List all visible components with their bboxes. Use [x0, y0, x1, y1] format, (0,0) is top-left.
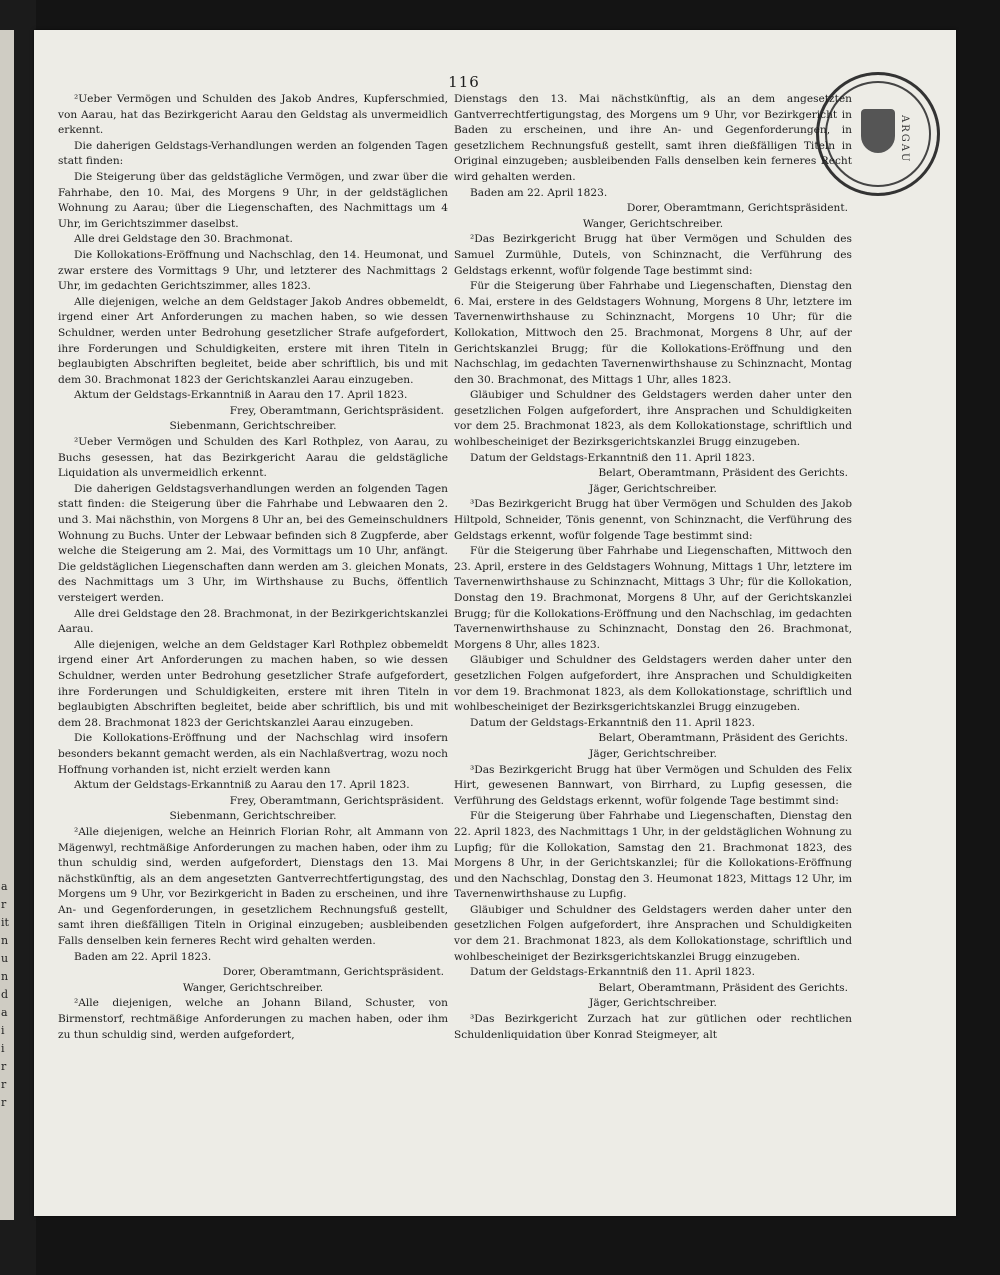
notice-paragraph: Die Kollokations-Eröffnung und Nachschlag, den 14. Heumonat, und zwar erstere des Vormittags 9 Uhr, und letzterer des Nachmittags 2 Uhr, im gedachten Gerichtszimmer, alles 1823. [58, 248, 448, 293]
notice-paragraph: ³Das Bezirkgericht Zurzach hat zur gütlichen oder rechtlichen Schuldenliquidation über Konrad Steigmeyer, alt [454, 1013, 852, 1041]
edge-text-fragment: n [1, 934, 9, 947]
signature-line: Belart, Oberamtmann, Präsident des Gerichts. [598, 981, 848, 994]
notice-paragraph: Aktum der Geldstags-Erkanntniß in Aarau den 17. April 1823. [74, 389, 408, 402]
notice-paragraph: ²Das Bezirkgericht Brugg hat über Vermögen und Schulden des Samuel Zurmühle, Dutels, von Schinznacht, die Verführung des Geldstags erkennt, wofür folgende Tage bestimmt sind: [454, 233, 852, 277]
notice-paragraph: Dienstags den 13. Mai nächstkünftig, als an dem angesetzten Gantverrechtfertigungstag, des Morgens um 9 Uhr, vor Bezirkgericht in Baden zu erscheinen, und ihre An- und Gegenforderungen, in gesetzlichem Rechnungsfuß gestellt, samt ihren dießfälligen Titeln in Original einzugeben; ausbleibenden Falls denselben kein ferneres Recht wird gehalten werden. [454, 93, 852, 183]
notice-paragraph: Datum der Geldstags-Erkanntniß den 11. April 1823. [470, 966, 756, 979]
signature-line: Wanger, Gerichtschreiber. [582, 217, 724, 230]
notice-paragraph: Gläubiger und Schuldner des Geldstagers werden daher unter den gesetzlichen Folgen aufgefordert, ihre Ansprachen und Schuldigkeiten vor dem 25. Brachmonat 1823, als dem Kollokationstage, schriftlich und wohlbescheiniget der Bezirksgerichtskanzlei Brugg einzugeben. [454, 389, 852, 449]
edge-text-fragment: i [1, 1042, 5, 1055]
edge-text-fragment: a [1, 1006, 8, 1019]
notice-paragraph: Baden am 22. April 1823. [470, 186, 608, 199]
edge-text-fragment: it [1, 916, 9, 929]
document-page [34, 30, 956, 1216]
edge-text-fragment: r [1, 1096, 7, 1109]
signature-line: Siebenmann, Gerichtschreiber. [169, 810, 337, 823]
notice-paragraph: Alle drei Geldstage den 28. Brachmonat, in der Bezirkgerichtskanzlei Aarau. [58, 607, 448, 636]
signature-line: Wanger, Gerichtschreiber. [182, 981, 324, 994]
page-number: 116 [448, 73, 480, 91]
notice-paragraph: Für die Steigerung über Fahrhabe und Liegenschaften, Mittwoch den 23. April, erstere in des Geldstagers Wohnung, Mittags 1 Uhr, letztere im Tavernenwirthshause zu Schinznacht, Mittags 3 Uhr; für die Kollokation, Donstag den 19. Brachmonat, Morgens 8 Uhr, auf der Gerichtskanzlei Brugg; für die Kollokations-Eröffnung und den Nachschlag, im gedachten Tavernenwirthshause zu Schinznacht, Donstag den 26. Brachmonat, Morgens 8 Uhr, alles 1823. [454, 545, 852, 651]
notice-paragraph: ²Ueber Vermögen und Schulden des Karl Rothplez, von Aarau, zu Buchs gesessen, hat das Bezirkgericht Aarau die geldstägliche Liquidation als unvermeidlich erkennt. [58, 436, 448, 480]
stamp-text: ARGAU [899, 115, 910, 164]
signature-line: Belart, Oberamtmann, Präsident des Gerichts. [598, 467, 848, 480]
notice-paragraph: Für die Steigerung über Fahrhabe und Liegenschaften, Dienstag den 6. Mai, erstere in des Geldstagers Wohnung, Morgens 8 Uhr, letztere im Tavernenwirthshause zu Schinznacht, Morgens 10 Uhr; für die Kollokation, Mittwoch den 25. Brachmonat, Morgens 8 Uhr, auf der Gerichtskanzlei Brugg; für die Kollokations-Eröffnung und den Nachschlag, im gedachten Tavernenwirthshause zu Schinznacht, Montag den 30. Brachmonat, des Mittags 1 Uhr, alles 1823. [454, 280, 852, 386]
signature-line: Siebenmann, Gerichtschreiber. [169, 420, 337, 433]
signature-line: Dorer, Oberamtmann, Gerichtspräsident. [626, 202, 848, 215]
notice-paragraph: Baden am 22. April 1823. [74, 950, 212, 963]
notice-paragraph: Aktum der Geldstags-Erkanntniß zu Aarau den 17. April 1823. [74, 779, 410, 792]
notice-paragraph: Alle diejenigen, welche an dem Geldstager Karl Rothplez obbemeldt irgend einer Art Anforderungen zu machen haben, so wie dessen Schuldner, werden unter Bedrohung gesetzlicher Strafe aufgefordert, ihre Forderungen und Schuldigkeiten, erstere mit ihren Titeln in beglaubigten Abschriften begleitet, beide aber schriftlich, bis und mit dem 28. Brachmonat 1823 der Gerichtskanzlei Aarau einzugeben. [58, 638, 448, 729]
notice-paragraph: Die Steigerung über das geldstägliche Vermögen, und zwar über die Fahrhabe, den 10. Mai, des Morgens 9 Uhr, in der geldstäglichen Wohnung zu Aarau; über die Liegenschaften, des Nachmittags um 4 Uhr, im Gerichtszimmer daselbst. [58, 170, 448, 230]
notice-paragraph: Die daherigen Geldstags-Verhandlungen werden an folgenden Tagen statt finden: [58, 139, 448, 168]
notice-paragraph: Alle diejenigen, welche an dem Geldstager Jakob Andres obbemeldt, irgend einer Art Anforderungen zu machen haben, so wie dessen Schuldner, werden unter Bedrohung gesetzlicher Strafe aufgefordert, ihre Forderungen und Schuldigkeiten, erstere mit ihren Titeln in beglaubigten Abschriften begleitet, beide aber schriftlich, bis und mit dem 30. Brachmonat 1823 der Gerichtskanzlei Aarau einzugeben. [58, 295, 448, 386]
signature-line: Frey, Oberamtmann, Gerichtspräsident. [229, 794, 444, 807]
right-text-column [454, 92, 852, 1043]
signature-line: Frey, Oberamtmann, Gerichtspräsident. [229, 404, 444, 417]
notice-paragraph: Gläubiger und Schuldner des Geldstagers werden daher unter den gesetzlichen Folgen aufgefordert, ihre Ansprachen und Schuldigkeiten vor dem 19. Brachmonat 1823, als dem Kollokationstage, schriftlich und wohlbescheiniget der Bezirksgerichtskanzlei Brugg einzugeben. [454, 654, 852, 714]
edge-text-fragment: n [1, 970, 9, 983]
edge-text-fragment: r [1, 1078, 7, 1091]
signature-line: Belart, Oberamtmann, Präsident des Gerichts. [598, 732, 848, 745]
notice-paragraph: Die Kollokations-Eröffnung und der Nachschlag wird insofern besonders bekannt gemacht werden, als ein Nachlaßvertrag, wozu noch Hoffnung vorhanden ist, nicht erzielt werden kann [58, 732, 448, 776]
signature-line: Jäger, Gerichtschreiber. [589, 482, 717, 495]
notice-paragraph: Alle drei Geldstage den 30. Brachmonat. [74, 233, 293, 246]
edge-text-fragment: u [1, 952, 9, 965]
edge-text-fragment: d [1, 988, 9, 1001]
coat-of-arms-icon [861, 109, 895, 153]
notice-paragraph: Gläubiger und Schuldner des Geldstagers werden daher unter den gesetzlichen Folgen aufgefordert, ihre Ansprachen und Schuldigkeiten vor dem 21. Brachmonat 1823, als dem Kollokationstage, schriftlich und wohlbescheiniget der Bezirksgerichtskanzlei Brugg einzugeben. [454, 903, 852, 963]
notice-paragraph: Datum der Geldstags-Erkanntniß den 11. April 1823. [470, 451, 756, 464]
left-page-edge [0, 0, 36, 1275]
edge-text-fragment: r [1, 1060, 7, 1073]
notice-paragraph: Für die Steigerung über Fahrhabe und Liegenschaften, Dienstag den 22. April 1823, des Nachmittags 1 Uhr, in der geldstäglichen Wohnung zu Lupfig; für die Kollokation, Samstag den 21. Brachmonat 1823, des Morgens 8 Uhr, in der Gerichtskanzlei; für die Kollokations-Eröffnung und den Nachschlag, Donstag den 3. Heumonat 1823, Mittags 12 Uhr, im Tavernenwirthshause zu Lupfig. [454, 810, 852, 901]
left-text-column [58, 92, 448, 1043]
notice-paragraph: ³Das Bezirkgericht Brugg hat über Vermögen und Schulden des Jakob Hiltpold, Schneider, Tönis genennt, von Schinznacht, die Verführung des Geldstags erkennt, wofür folgende Tage bestimmt sind: [454, 498, 852, 542]
signature-line: Dorer, Oberamtmann, Gerichtspräsident. [222, 966, 444, 979]
notice-paragraph: Datum der Geldstags-Erkanntniß den 11. April 1823. [470, 716, 756, 729]
notice-paragraph: ³Das Bezirkgericht Brugg hat über Vermögen und Schulden des Felix Hirt, gewesenen Bannwart, von Birrhard, zu Lupfig gesessen, die Verführung des Geldstags erkennt, wofür folgende Tage bestimmt sind: [454, 763, 852, 807]
edge-text-fragment: i [1, 1024, 5, 1037]
notice-paragraph: ²Ueber Vermögen und Schulden des Jakob Andres, Kupferschmied, von Aarau, hat das Bezirkgericht Aarau den Geldstag als unvermeidlich erkennt. [58, 93, 448, 137]
notice-paragraph: ²Alle diejenigen, welche an Johann Biland, Schuster, von Birmenstorf, rechtmäßige Anforderungen zu machen haben, oder ihm zu thun schuldig sind, werden aufgefordert, [58, 997, 448, 1041]
notice-paragraph: Die daherigen Geldstagsverhandlungen werden an folgenden Tagen statt finden: die Steigerung über die Fahrhabe und Lebwaaren den 2. und 3. Mai nächsthin, von Morgens 8 Uhr an, bei des Gemeinschuldners Wohnung zu Buchs. Unter der Lebwaar befinden sich 8 Zugpferde, aber welche die Steigerung am 2. Mai, des Vormittags um 10 Uhr, anfängt. Die geldstäglichen Liegenschaften dann werden am 3. gleichen Monats, des Nachmittags um 3 Uhr, im Wirthshause zu Buchs, öffentlich versteigert werden. [58, 482, 448, 604]
signature-line: Jäger, Gerichtschreiber. [589, 747, 717, 760]
notice-paragraph: ²Alle diejenigen, welche an Heinrich Florian Rohr, alt Ammann von Mägenwyl, rechtmäßige Anforderungen zu machen haben, oder ihm zu thun schuldig sind, werden aufgefordert, Dienstags den 13. Mai nächstkünftig, als an dem angesetzten Gantverrechtfertigungstag, des Morgens um 9 Uhr, vor Bezirkgericht in Baden zu erscheinen, und ihre An- und Gegenforderungen, in gesetzlichem Rechnungsfuß gestellt, samt ihren dießfälligen Titeln in Original einzugeben; ausbleibenden Falls denselben kein ferneres Recht wird gehalten werden. [58, 825, 448, 948]
edge-text-fragment: r [1, 898, 7, 911]
signature-line: Jäger, Gerichtschreiber. [589, 997, 717, 1010]
edge-text-fragment: a [1, 880, 8, 893]
